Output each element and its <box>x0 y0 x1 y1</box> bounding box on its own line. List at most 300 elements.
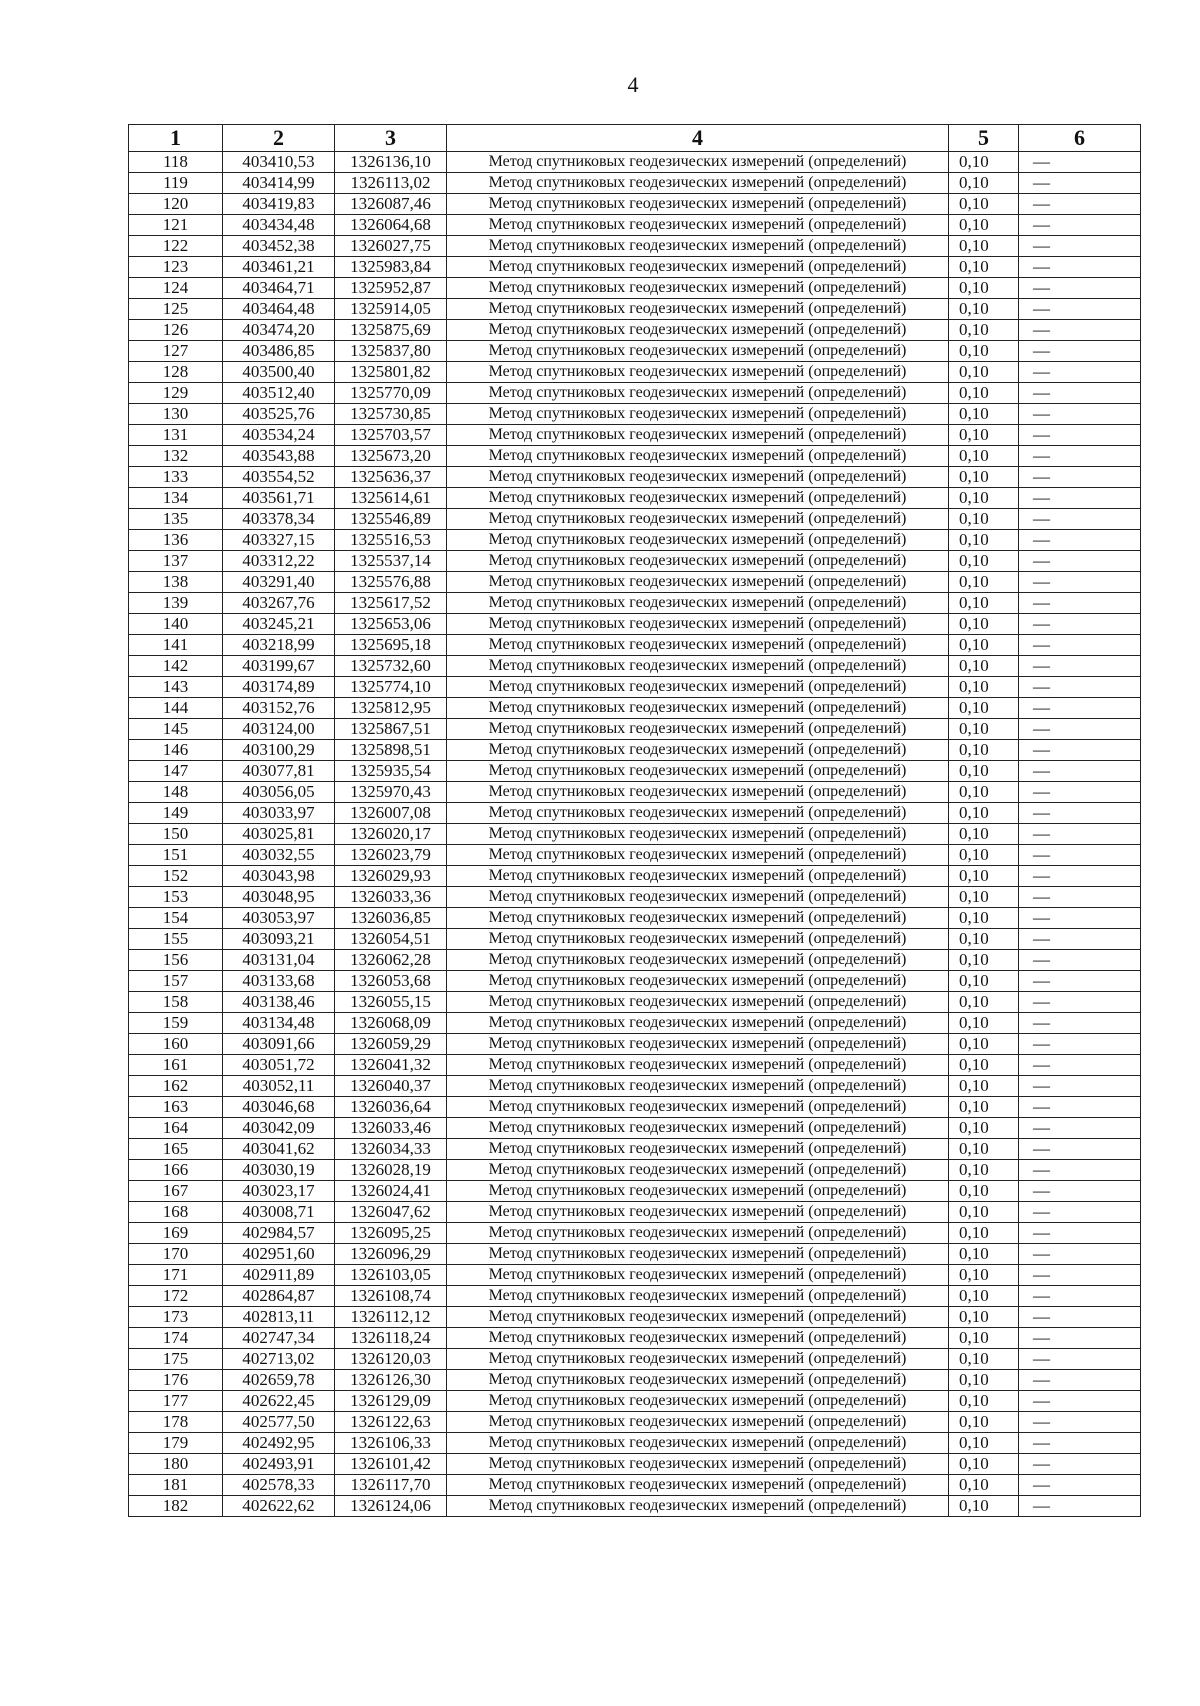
method-cell: Метод спутниковых геодезических измерений (определений) <box>447 320 949 341</box>
accuracy-cell: 0,10 <box>949 299 1019 320</box>
table-row <box>129 908 1141 929</box>
point-number-cell: 166 <box>129 1160 223 1181</box>
x-coordinate-cell: 403030,19 <box>223 1160 335 1181</box>
table-row <box>129 215 1141 236</box>
description-cell: — <box>1019 593 1141 614</box>
description-cell: — <box>1019 1076 1141 1097</box>
point-number-cell: 132 <box>129 446 223 467</box>
accuracy-cell: 0,10 <box>949 467 1019 488</box>
y-coordinate-cell: 1326027,75 <box>335 236 447 257</box>
point-number-cell: 122 <box>129 236 223 257</box>
accuracy-cell: 0,10 <box>949 404 1019 425</box>
accuracy-cell: 0,10 <box>949 1223 1019 1244</box>
x-coordinate-cell: 403554,52 <box>223 467 335 488</box>
point-number-cell: 153 <box>129 887 223 908</box>
description-cell: — <box>1019 236 1141 257</box>
method-cell: Метод спутниковых геодезических измерений (определений) <box>447 362 949 383</box>
accuracy-cell: 0,10 <box>949 173 1019 194</box>
method-cell: Метод спутниковых геодезических измерений (определений) <box>447 593 949 614</box>
point-number-cell: 143 <box>129 677 223 698</box>
point-number-cell: 125 <box>129 299 223 320</box>
description-cell: — <box>1019 929 1141 950</box>
x-coordinate-cell: 403008,71 <box>223 1202 335 1223</box>
table-row <box>129 236 1141 257</box>
x-coordinate-cell: 403267,76 <box>223 593 335 614</box>
point-number-cell: 140 <box>129 614 223 635</box>
point-number-cell: 174 <box>129 1328 223 1349</box>
description-cell: — <box>1019 1055 1141 1076</box>
y-coordinate-cell: 1325730,85 <box>335 404 447 425</box>
y-coordinate-cell: 1326041,32 <box>335 1055 447 1076</box>
y-coordinate-cell: 1325673,20 <box>335 446 447 467</box>
accuracy-cell: 0,10 <box>949 971 1019 992</box>
y-coordinate-cell: 1326117,70 <box>335 1475 447 1496</box>
x-coordinate-cell: 403052,11 <box>223 1076 335 1097</box>
accuracy-cell: 0,10 <box>949 1433 1019 1454</box>
table-row <box>129 845 1141 866</box>
method-cell: Метод спутниковых геодезических измерений (определений) <box>447 887 949 908</box>
y-coordinate-cell: 1325653,06 <box>335 614 447 635</box>
y-coordinate-cell: 1326120,03 <box>335 1349 447 1370</box>
point-number-cell: 130 <box>129 404 223 425</box>
y-coordinate-cell: 1325970,43 <box>335 782 447 803</box>
y-coordinate-cell: 1326095,25 <box>335 1223 447 1244</box>
table-row <box>129 152 1141 173</box>
method-cell: Метод спутниковых геодезических измерений (определений) <box>447 635 949 656</box>
x-coordinate-cell: 403091,66 <box>223 1034 335 1055</box>
table-row <box>129 467 1141 488</box>
x-coordinate-cell: 403053,97 <box>223 908 335 929</box>
accuracy-cell: 0,10 <box>949 446 1019 467</box>
accuracy-cell: 0,10 <box>949 1349 1019 1370</box>
description-cell: — <box>1019 1454 1141 1475</box>
description-cell: — <box>1019 446 1141 467</box>
description-cell: — <box>1019 761 1141 782</box>
accuracy-cell: 0,10 <box>949 677 1019 698</box>
x-coordinate-cell: 402492,95 <box>223 1433 335 1454</box>
point-number-cell: 124 <box>129 278 223 299</box>
accuracy-cell: 0,10 <box>949 1118 1019 1139</box>
x-coordinate-cell: 403410,53 <box>223 152 335 173</box>
method-cell: Метод спутниковых геодезических измерений (определений) <box>447 761 949 782</box>
point-number-cell: 136 <box>129 530 223 551</box>
description-cell: — <box>1019 1013 1141 1034</box>
method-cell: Метод спутниковых геодезических измерений (определений) <box>447 719 949 740</box>
method-cell: Метод спутниковых геодезических измерений (определений) <box>447 383 949 404</box>
point-number-cell: 156 <box>129 950 223 971</box>
description-cell: — <box>1019 1181 1141 1202</box>
method-cell: Метод спутниковых геодезических измерений (определений) <box>447 1202 949 1223</box>
y-coordinate-cell: 1326028,19 <box>335 1160 447 1181</box>
y-coordinate-cell: 1326047,62 <box>335 1202 447 1223</box>
y-coordinate-cell: 1325935,54 <box>335 761 447 782</box>
table-row <box>129 1097 1141 1118</box>
accuracy-cell: 0,10 <box>949 152 1019 173</box>
method-cell: Метод спутниковых геодезических измерений (определений) <box>447 509 949 530</box>
description-cell: — <box>1019 1307 1141 1328</box>
point-number-cell: 176 <box>129 1370 223 1391</box>
table-row <box>129 635 1141 656</box>
description-cell: — <box>1019 719 1141 740</box>
table-row <box>129 1244 1141 1265</box>
x-coordinate-cell: 403056,05 <box>223 782 335 803</box>
y-coordinate-cell: 1325617,52 <box>335 593 447 614</box>
description-cell: — <box>1019 782 1141 803</box>
point-number-cell: 133 <box>129 467 223 488</box>
table-row <box>129 1370 1141 1391</box>
x-coordinate-cell: 403543,88 <box>223 446 335 467</box>
description-cell: — <box>1019 1034 1141 1055</box>
x-coordinate-cell: 402911,89 <box>223 1265 335 1286</box>
accuracy-cell: 0,10 <box>949 194 1019 215</box>
description-cell: — <box>1019 194 1141 215</box>
method-cell: Метод спутниковых геодезических измерений (определений) <box>447 1433 949 1454</box>
table-row <box>129 929 1141 950</box>
accuracy-cell: 0,10 <box>949 656 1019 677</box>
method-cell: Метод спутниковых геодезических измерений (определений) <box>447 404 949 425</box>
point-number-cell: 118 <box>129 152 223 173</box>
description-cell: — <box>1019 950 1141 971</box>
description-cell: — <box>1019 530 1141 551</box>
accuracy-cell: 0,10 <box>949 908 1019 929</box>
accuracy-cell: 0,10 <box>949 341 1019 362</box>
method-cell: Метод спутниковых геодезических измерений (определений) <box>447 1349 949 1370</box>
table-row <box>129 1223 1141 1244</box>
x-coordinate-cell: 403534,24 <box>223 425 335 446</box>
method-cell: Метод спутниковых геодезических измерений (определений) <box>447 1097 949 1118</box>
table-row <box>129 1496 1141 1517</box>
point-number-cell: 165 <box>129 1139 223 1160</box>
method-cell: Метод спутниковых геодезических измерений (определений) <box>447 1475 949 1496</box>
method-cell: Метод спутниковых геодезических измерений (определений) <box>447 572 949 593</box>
description-cell: — <box>1019 509 1141 530</box>
table-row <box>129 593 1141 614</box>
method-cell: Метод спутниковых геодезических измерений (определений) <box>447 971 949 992</box>
method-cell: Метод спутниковых геодезических измерений (определений) <box>447 1328 949 1349</box>
y-coordinate-cell: 1326023,79 <box>335 845 447 866</box>
accuracy-cell: 0,10 <box>949 1475 1019 1496</box>
point-number-cell: 167 <box>129 1181 223 1202</box>
column-header: 6 <box>1019 125 1141 152</box>
point-number-cell: 138 <box>129 572 223 593</box>
method-cell: Метод спутниковых геодезических измерений (определений) <box>447 425 949 446</box>
accuracy-cell: 0,10 <box>949 782 1019 803</box>
table-row <box>129 194 1141 215</box>
y-coordinate-cell: 1326108,74 <box>335 1286 447 1307</box>
y-coordinate-cell: 1325516,53 <box>335 530 447 551</box>
method-cell: Метод спутниковых геодезических измерений (определений) <box>447 278 949 299</box>
x-coordinate-cell: 403023,17 <box>223 1181 335 1202</box>
accuracy-cell: 0,10 <box>949 1328 1019 1349</box>
point-number-cell: 152 <box>129 866 223 887</box>
table-row <box>129 1202 1141 1223</box>
method-cell: Метод спутниковых геодезических измерений (определений) <box>447 215 949 236</box>
description-cell: — <box>1019 1202 1141 1223</box>
method-cell: Метод спутниковых геодезических измерений (определений) <box>447 950 949 971</box>
point-number-cell: 129 <box>129 383 223 404</box>
method-cell: Метод спутниковых геодезических измерений (определений) <box>447 803 949 824</box>
method-cell: Метод спутниковых геодезических измерений (определений) <box>447 257 949 278</box>
accuracy-cell: 0,10 <box>949 1244 1019 1265</box>
method-cell: Метод спутниковых геодезических измерений (определений) <box>447 1454 949 1475</box>
x-coordinate-cell: 402577,50 <box>223 1412 335 1433</box>
point-number-cell: 144 <box>129 698 223 719</box>
point-number-cell: 177 <box>129 1391 223 1412</box>
table-row <box>129 1139 1141 1160</box>
table-row <box>129 824 1141 845</box>
table-body <box>129 152 1141 1517</box>
accuracy-cell: 0,10 <box>949 1181 1019 1202</box>
y-coordinate-cell: 1325801,82 <box>335 362 447 383</box>
y-coordinate-cell: 1326096,29 <box>335 1244 447 1265</box>
y-coordinate-cell: 1325537,14 <box>335 551 447 572</box>
point-number-cell: 131 <box>129 425 223 446</box>
description-cell: — <box>1019 845 1141 866</box>
accuracy-cell: 0,10 <box>949 740 1019 761</box>
accuracy-cell: 0,10 <box>949 1076 1019 1097</box>
point-number-cell: 139 <box>129 593 223 614</box>
y-coordinate-cell: 1326068,09 <box>335 1013 447 1034</box>
description-cell: — <box>1019 1097 1141 1118</box>
method-cell: Метод спутниковых геодезических измерений (определений) <box>447 698 949 719</box>
y-coordinate-cell: 1326036,64 <box>335 1097 447 1118</box>
description-cell: — <box>1019 992 1141 1013</box>
point-number-cell: 148 <box>129 782 223 803</box>
accuracy-cell: 0,10 <box>949 1307 1019 1328</box>
accuracy-cell: 0,10 <box>949 1286 1019 1307</box>
description-cell: — <box>1019 341 1141 362</box>
x-coordinate-cell: 403041,62 <box>223 1139 335 1160</box>
point-number-cell: 181 <box>129 1475 223 1496</box>
description-cell: — <box>1019 1244 1141 1265</box>
table-row <box>129 698 1141 719</box>
description-cell: — <box>1019 278 1141 299</box>
y-coordinate-cell: 1326024,41 <box>335 1181 447 1202</box>
description-cell: — <box>1019 152 1141 173</box>
description-cell: — <box>1019 1328 1141 1349</box>
accuracy-cell: 0,10 <box>949 551 1019 572</box>
table-row <box>129 761 1141 782</box>
y-coordinate-cell: 1326112,12 <box>335 1307 447 1328</box>
table-row <box>129 257 1141 278</box>
y-coordinate-cell: 1326103,05 <box>335 1265 447 1286</box>
accuracy-cell: 0,10 <box>949 866 1019 887</box>
method-cell: Метод спутниковых геодезических измерений (определений) <box>447 1286 949 1307</box>
y-coordinate-cell: 1326033,36 <box>335 887 447 908</box>
y-coordinate-cell: 1326054,51 <box>335 929 447 950</box>
description-cell: — <box>1019 698 1141 719</box>
accuracy-cell: 0,10 <box>949 425 1019 446</box>
description-cell: — <box>1019 320 1141 341</box>
table-row <box>129 278 1141 299</box>
table-row <box>129 1286 1141 1307</box>
method-cell: Метод спутниковых геодезических измерений (определений) <box>447 1244 949 1265</box>
description-cell: — <box>1019 740 1141 761</box>
y-coordinate-cell: 1326053,68 <box>335 971 447 992</box>
table-row <box>129 446 1141 467</box>
y-coordinate-cell: 1325837,80 <box>335 341 447 362</box>
x-coordinate-cell: 403138,46 <box>223 992 335 1013</box>
y-coordinate-cell: 1325695,18 <box>335 635 447 656</box>
method-cell: Метод спутниковых геодезических измерений (определений) <box>447 1034 949 1055</box>
point-number-cell: 146 <box>129 740 223 761</box>
accuracy-cell: 0,10 <box>949 635 1019 656</box>
table-row <box>129 1076 1141 1097</box>
method-cell: Метод спутниковых геодезических измерений (определений) <box>447 866 949 887</box>
y-coordinate-cell: 1326136,10 <box>335 152 447 173</box>
method-cell: Метод спутниковых геодезических измерений (определений) <box>447 1307 949 1328</box>
accuracy-cell: 0,10 <box>949 488 1019 509</box>
accuracy-cell: 0,10 <box>949 1496 1019 1517</box>
table-row <box>129 425 1141 446</box>
method-cell: Метод спутниковых геодезических измерений (определений) <box>447 1223 949 1244</box>
method-cell: Метод спутниковых геодезических измерений (определений) <box>447 992 949 1013</box>
description-cell: — <box>1019 614 1141 635</box>
table-row <box>129 530 1141 551</box>
table-row <box>129 173 1141 194</box>
table-row <box>129 950 1141 971</box>
x-coordinate-cell: 403500,40 <box>223 362 335 383</box>
y-coordinate-cell: 1326062,28 <box>335 950 447 971</box>
x-coordinate-cell: 403051,72 <box>223 1055 335 1076</box>
method-cell: Метод спутниковых геодезических измерений (определений) <box>447 173 949 194</box>
table-row <box>129 1475 1141 1496</box>
table-row <box>129 1412 1141 1433</box>
accuracy-cell: 0,10 <box>949 1034 1019 1055</box>
x-coordinate-cell: 402813,11 <box>223 1307 335 1328</box>
x-coordinate-cell: 402713,02 <box>223 1349 335 1370</box>
x-coordinate-cell: 403100,29 <box>223 740 335 761</box>
x-coordinate-cell: 402951,60 <box>223 1244 335 1265</box>
method-cell: Метод спутниковых геодезических измерений (определений) <box>447 1412 949 1433</box>
table-row <box>129 1034 1141 1055</box>
table-row <box>129 551 1141 572</box>
x-coordinate-cell: 403025,81 <box>223 824 335 845</box>
y-coordinate-cell: 1326007,08 <box>335 803 447 824</box>
x-coordinate-cell: 403452,38 <box>223 236 335 257</box>
column-header: 5 <box>949 125 1019 152</box>
x-coordinate-cell: 403093,21 <box>223 929 335 950</box>
point-number-cell: 128 <box>129 362 223 383</box>
description-cell: — <box>1019 656 1141 677</box>
y-coordinate-cell: 1326034,33 <box>335 1139 447 1160</box>
table-row <box>129 1181 1141 1202</box>
method-cell: Метод спутниковых геодезических измерений (определений) <box>447 740 949 761</box>
description-cell: — <box>1019 173 1141 194</box>
method-cell: Метод спутниковых геодезических измерений (определений) <box>447 845 949 866</box>
description-cell: — <box>1019 1433 1141 1454</box>
page-number: 4 <box>627 72 639 97</box>
x-coordinate-cell: 403461,21 <box>223 257 335 278</box>
y-coordinate-cell: 1325546,89 <box>335 509 447 530</box>
column-header: 2 <box>223 125 335 152</box>
accuracy-cell: 0,10 <box>949 845 1019 866</box>
y-coordinate-cell: 1325770,09 <box>335 383 447 404</box>
table-row <box>129 1349 1141 1370</box>
method-cell: Метод спутниковых геодезических измерений (определений) <box>447 467 949 488</box>
point-number-cell: 147 <box>129 761 223 782</box>
x-coordinate-cell: 402622,62 <box>223 1496 335 1517</box>
x-coordinate-cell: 403043,98 <box>223 866 335 887</box>
x-coordinate-cell: 403414,99 <box>223 173 335 194</box>
point-number-cell: 151 <box>129 845 223 866</box>
x-coordinate-cell: 403042,09 <box>223 1118 335 1139</box>
table-row <box>129 1265 1141 1286</box>
point-number-cell: 171 <box>129 1265 223 1286</box>
accuracy-cell: 0,10 <box>949 530 1019 551</box>
method-cell: Метод спутниковых геодезических измерений (определений) <box>447 908 949 929</box>
point-number-cell: 182 <box>129 1496 223 1517</box>
point-number-cell: 126 <box>129 320 223 341</box>
table-row <box>129 1160 1141 1181</box>
point-number-cell: 142 <box>129 656 223 677</box>
table-row <box>129 866 1141 887</box>
y-coordinate-cell: 1326124,06 <box>335 1496 447 1517</box>
column-header: 3 <box>335 125 447 152</box>
point-number-cell: 154 <box>129 908 223 929</box>
x-coordinate-cell: 402659,78 <box>223 1370 335 1391</box>
method-cell: Метод спутниковых геодезических измерений (определений) <box>447 824 949 845</box>
x-coordinate-cell: 403218,99 <box>223 635 335 656</box>
x-coordinate-cell: 403434,48 <box>223 215 335 236</box>
description-cell: — <box>1019 1349 1141 1370</box>
description-cell: — <box>1019 257 1141 278</box>
column-header: 1 <box>129 125 223 152</box>
x-coordinate-cell: 403124,00 <box>223 719 335 740</box>
y-coordinate-cell: 1326036,85 <box>335 908 447 929</box>
y-coordinate-cell: 1326059,29 <box>335 1034 447 1055</box>
x-coordinate-cell: 403032,55 <box>223 845 335 866</box>
description-cell: — <box>1019 1370 1141 1391</box>
method-cell: Метод спутниковых геодезических измерений (определений) <box>447 614 949 635</box>
y-coordinate-cell: 1326101,42 <box>335 1454 447 1475</box>
point-number-cell: 141 <box>129 635 223 656</box>
table-row <box>129 362 1141 383</box>
coordinates-table <box>128 124 1141 1517</box>
accuracy-cell: 0,10 <box>949 614 1019 635</box>
x-coordinate-cell: 403199,67 <box>223 656 335 677</box>
x-coordinate-cell: 402984,57 <box>223 1223 335 1244</box>
description-cell: — <box>1019 425 1141 446</box>
accuracy-cell: 0,10 <box>949 362 1019 383</box>
x-coordinate-cell: 403378,34 <box>223 509 335 530</box>
description-cell: — <box>1019 1160 1141 1181</box>
accuracy-cell: 0,10 <box>949 824 1019 845</box>
table-row <box>129 1454 1141 1475</box>
y-coordinate-cell: 1325614,61 <box>335 488 447 509</box>
y-coordinate-cell: 1326129,09 <box>335 1391 447 1412</box>
y-coordinate-cell: 1326029,93 <box>335 866 447 887</box>
description-cell: — <box>1019 215 1141 236</box>
accuracy-cell: 0,10 <box>949 1139 1019 1160</box>
y-coordinate-cell: 1326033,46 <box>335 1118 447 1139</box>
point-number-cell: 164 <box>129 1118 223 1139</box>
point-number-cell: 178 <box>129 1412 223 1433</box>
method-cell: Метод спутниковых геодезических измерений (определений) <box>447 1370 949 1391</box>
description-cell: — <box>1019 1412 1141 1433</box>
table-row <box>129 1391 1141 1412</box>
table-row <box>129 971 1141 992</box>
accuracy-cell: 0,10 <box>949 761 1019 782</box>
table-row <box>129 383 1141 404</box>
method-cell: Метод спутниковых геодезических измерений (определений) <box>447 1265 949 1286</box>
point-number-cell: 175 <box>129 1349 223 1370</box>
description-cell: — <box>1019 467 1141 488</box>
table-row <box>129 572 1141 593</box>
accuracy-cell: 0,10 <box>949 719 1019 740</box>
table-row <box>129 1013 1141 1034</box>
y-coordinate-cell: 1325867,51 <box>335 719 447 740</box>
